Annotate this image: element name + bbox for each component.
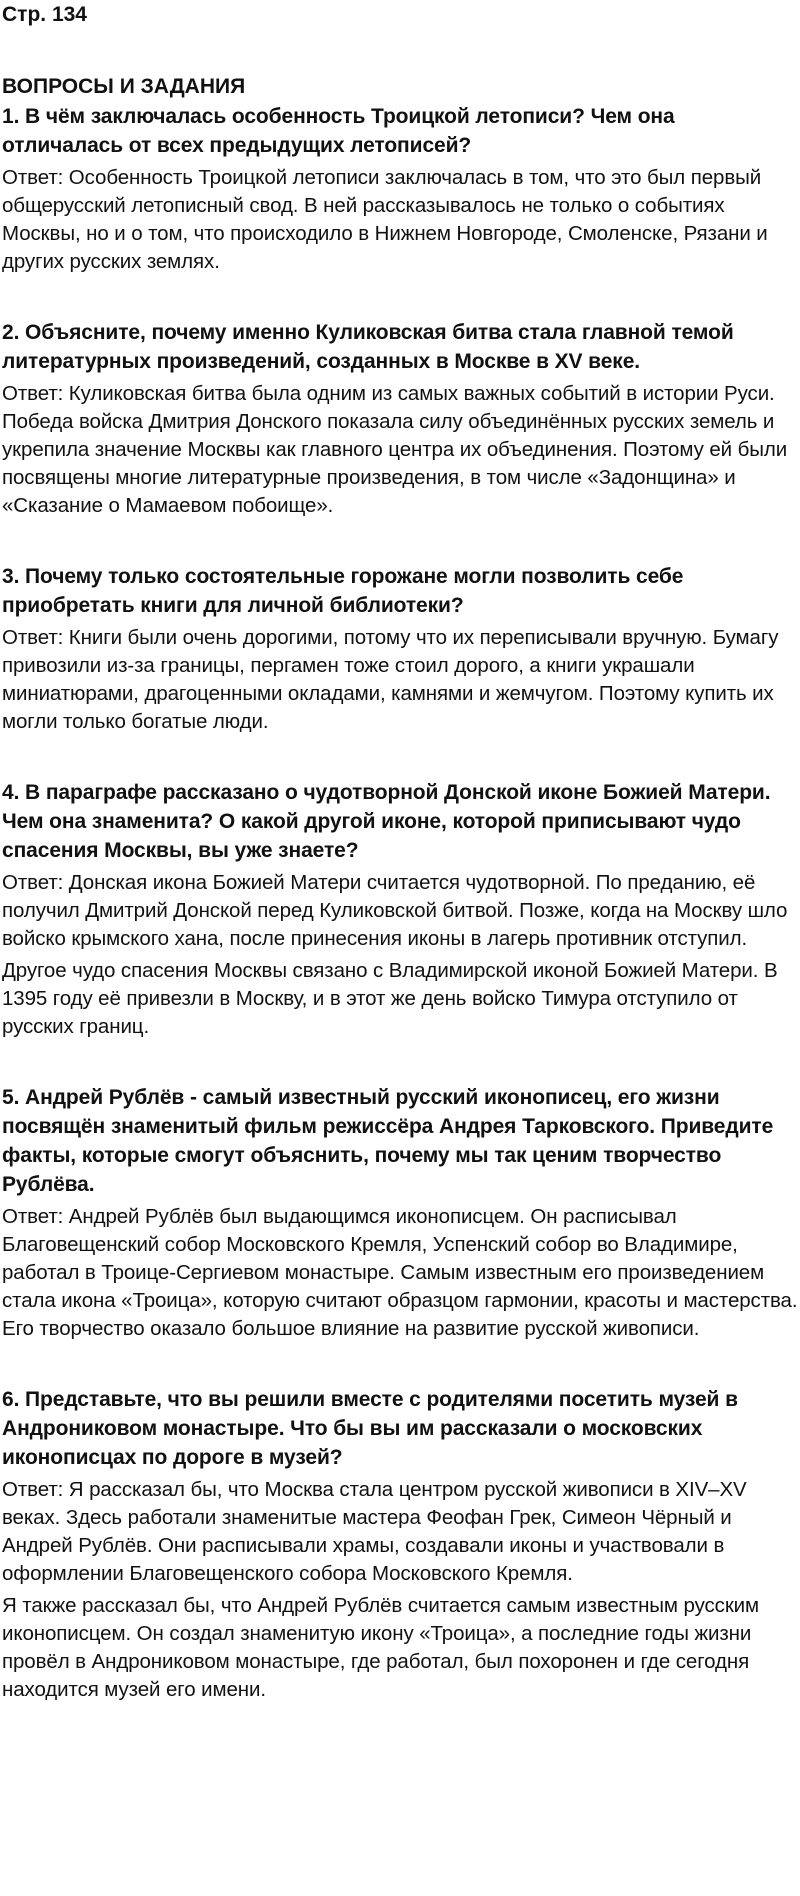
- answer-text: Ответ: Андрей Рублёв был выдающимся иконописцем. Он расписывал Благовещенский собор Московского Кремля, Успенский собор во Владимире, работал в Троице-Сергиевом монастыре. Самым известным его произведением стала икона «Троица», которую считают образцом гармонии, красоты и мастерства. Его творчество оказало большое влияние на развитие русской живописи.: [2, 1205, 798, 1340]
- question-block: [2, 1083, 800, 1343]
- answer-text: Ответ: Куликовская битва была одним из самых важных событий в истории Руси. Победа войска Дмитрия Донского показала силу объединённых русских земель и укрепила значение Москвы как главного центра их объединения. Поэтому ей были посвящены многие литературные произведения, в том числе «Задонщина» и «Сказание о Мамаевом побоище».: [2, 382, 788, 517]
- question-text: 3. Почему только состоятельные горожане могли позволить себе приобретать книги для личной библиотеки?: [2, 565, 684, 617]
- question-text: 6. Представьте, что вы решили вместе с родителями посетить музей в Андрониковом монастыре. Что бы вы им рассказали о московских иконописцах по дороге в музей?: [2, 1388, 738, 1469]
- answer-text: Ответ: Особенность Троицкой летописи заключалась в том, что это был первый общерусский летописный свод. В ней рассказывалось не только о событиях Москвы, но и о том, что происходило в Нижнем Новгороде, Смоленске, Рязани и других русских землях.: [2, 166, 768, 273]
- question-text: 4. В параграфе рассказано о чудотворной Донской иконе Божией Матери. Чем она знаменита? О какой другой иконе, которой приписывают чудо спасения Москвы, вы уже знаете?: [2, 781, 771, 862]
- section-title: ВОПРОСЫ И ЗАДАНИЯ: [2, 75, 246, 98]
- question-text: 2. Объясните, почему именно Куликовская битва стала главной темой литературных произведений, созданных в Москве в XV веке.: [2, 321, 734, 373]
- answer-text: Ответ: Я рассказал бы, что Москва стала центром русской живописи в XIV–XV веках. Здесь работали знаменитые мастера Феофан Грек, Симеон Чёрный и Андрей Рублёв. Они расписывали храмы, создавали иконы и участвовали в оформлении Благовещенского собора Московского Кремля.: [2, 1478, 747, 1585]
- answer-text: Я также рассказал бы, что Андрей Рублёв считается самым известным русским иконописцем. Он создал знаменитую икону «Троица», а последние годы жизни провёл в Андрониковом монастыре, где работал, был похоронен и где сегодня находится музей его имени.: [2, 1594, 760, 1701]
- answer-text: Ответ: Книги были очень дорогими, потому что их переписывали вручную. Бумагу привозили из-за границы, пергамен тоже стоил дорого, а книги украшали миниатюрами, драгоценными окладами, камнями и жемчугом. Поэтому купить их могли только богатые люди.: [2, 626, 779, 733]
- question-block: [2, 1385, 800, 1704]
- question-block: [2, 778, 800, 1041]
- question-block: [2, 102, 800, 276]
- answer-text: Другое чудо спасения Москвы связано с Владимирской иконой Божией Матери. В 1395 году её привезли в Москву, и в этот же день войско Тимура отступило от русских границ.: [2, 959, 778, 1038]
- question-block: [2, 562, 800, 736]
- question-text: 5. Андрей Рублёв - самый известный русский иконописец, его жизни посвящён знаменитый фильм режиссёра Андрея Тарковского. Приведите факты, которые смогут объяснить, почему мы так ценим творчество Рублёва.: [2, 1086, 774, 1196]
- answer-text: Ответ: Донская икона Божией Матери считается чудотворной. По преданию, её получил Дмитрий Донской перед Куликовской битвой. Позже, когда на Москву шло войско крымского хана, после принесения иконы в лагерь противник отступил.: [2, 871, 788, 950]
- page-number: Стр. 134: [2, 3, 87, 26]
- questions-list: [2, 102, 800, 1704]
- question-block: [2, 318, 800, 520]
- question-text: 1. В чём заключалась особенность Троицкой летописи? Чем она отличалась от всех предыдущих летописей?: [2, 105, 675, 157]
